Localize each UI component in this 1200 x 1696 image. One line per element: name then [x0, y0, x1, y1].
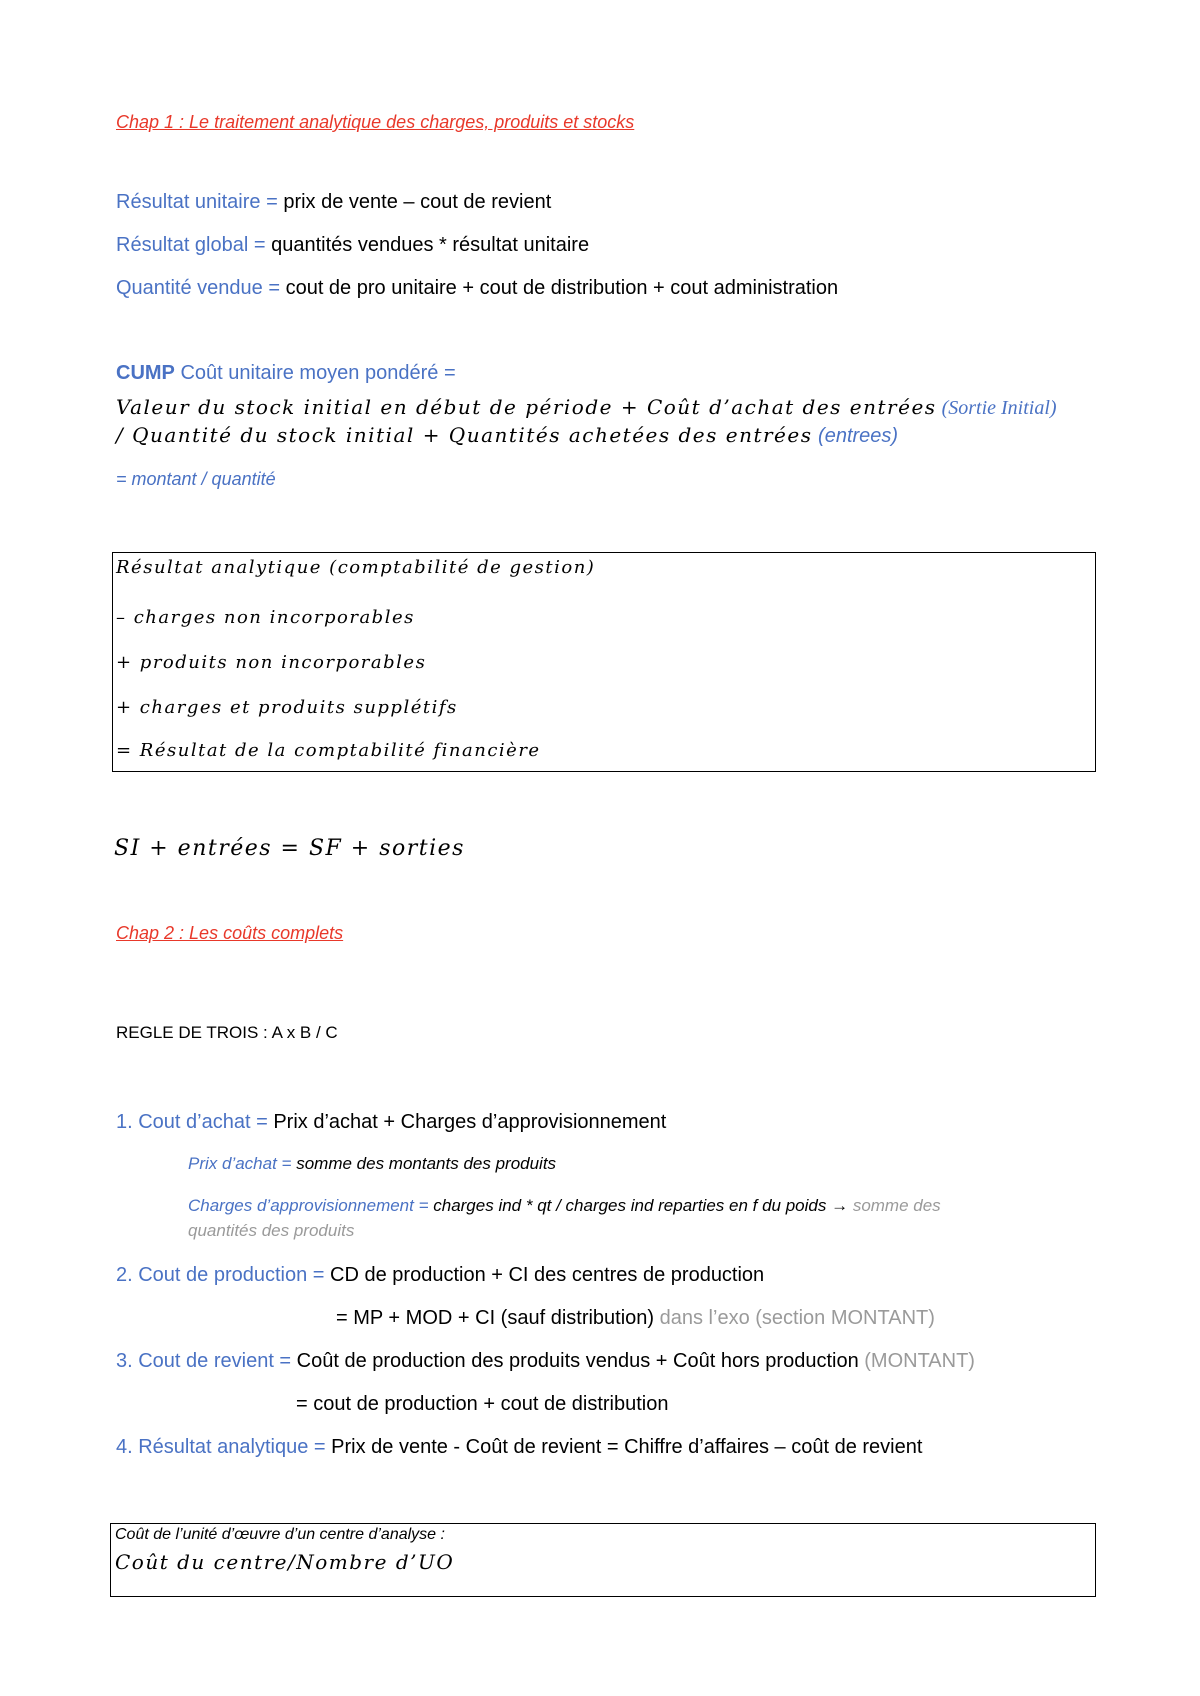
charges-approvisionnement-definition — [188, 1196, 941, 1216]
cump-numerator-note: (Sortie Initial) — [936, 397, 1057, 419]
formula-label: Résultat global = — [116, 234, 266, 256]
formula-note: (MONTANT) — [858, 1350, 975, 1372]
formula-expression: CD de production + CI des centres de production — [324, 1264, 765, 1286]
cump-numerator-expression: Valeur du stock initial en début de période + Coût d’achat des entrées — [116, 395, 937, 419]
formula-label: 4. Résultat analytique = — [116, 1436, 326, 1458]
definition-expression: somme des montants des produits — [291, 1154, 557, 1173]
formula-quantite-vendue — [116, 277, 838, 300]
cout-production-detail — [336, 1307, 935, 1330]
formula-label: 1. Cout d’achat = — [116, 1111, 268, 1133]
formula-expression: Coût de production des produits vendus + Coût hors production — [291, 1350, 859, 1372]
cout-achat-formula — [116, 1111, 666, 1134]
cout-production-formula — [116, 1264, 764, 1287]
cump-acronym: CUMP — [116, 362, 175, 384]
formula-expression: Prix de vente - Coût de revient = Chiffre d’affaires – coût de revient — [325, 1436, 923, 1458]
chapter-1-title: Chap 1 : Le traitement analytique des charges, produits et stocks — [116, 112, 635, 132]
analytic-box-line: + charges et produits supplétifs — [116, 697, 458, 718]
formula-note: dans l’exo (section MONTANT) — [654, 1307, 935, 1329]
cump-denominator-note: (entrees) — [812, 425, 899, 447]
definition-label: Charges d’approvisionnement = — [188, 1196, 429, 1215]
formula-expression: = MP + MOD + CI (sauf distribution) — [336, 1307, 655, 1329]
cump-denominator — [116, 423, 898, 448]
stock-equation: SI + entrées = SF + sorties — [114, 836, 465, 861]
analytic-box-line: = Résultat de la comptabilité financière — [116, 740, 541, 761]
cump-heading — [116, 362, 456, 385]
prix-achat-definition — [188, 1154, 556, 1174]
formula-label: 3. Cout de revient = — [116, 1350, 292, 1372]
unit-work-cost-box — [110, 1523, 1096, 1597]
formula-expression: quantités vendues * résultat unitaire — [265, 234, 590, 256]
cump-numerator — [116, 395, 1057, 420]
analytic-result-box — [112, 552, 1096, 772]
rule-of-three: REGLE DE TROIS : A x B / C — [116, 1023, 338, 1042]
formula-label: 2. Cout de production = — [116, 1264, 325, 1286]
analytic-box-line: Résultat analytique (comptabilité de gestion) — [116, 557, 596, 578]
unit-work-cost-title: Coût de l’unité d’œuvre d’un centre d’analyse : — [115, 1526, 445, 1543]
definition-expression: charges ind * qt / charges ind reparties en f du poids → — [428, 1196, 853, 1215]
formula-label: Résultat unitaire = — [116, 191, 278, 213]
formula-expression: prix de vente – cout de revient — [277, 191, 552, 213]
cout-revient-formula — [116, 1350, 975, 1373]
formula-resultat-unitaire — [116, 191, 551, 214]
analytic-box-line: + produits non incorporables — [116, 652, 427, 673]
formula-label: Quantité vendue = — [116, 277, 281, 299]
charges-approvisionnement-note-continued: quantités des produits — [188, 1221, 355, 1240]
analytic-box-line: – charges non incorporables — [116, 607, 415, 628]
cump-label: Coût unitaire moyen pondéré = — [174, 362, 456, 384]
formula-resultat-global — [116, 234, 589, 257]
unit-work-cost-formula: Coût du centre/Nombre d’UO — [115, 1550, 455, 1574]
cout-revient-detail: = cout de production + cout de distribution — [296, 1393, 669, 1415]
chapter-2-title: Chap 2 : Les coûts complets — [116, 923, 344, 943]
definition-label: Prix d’achat = — [188, 1154, 292, 1173]
definition-note: somme des — [852, 1196, 941, 1215]
formula-expression: cout de pro unitaire + cout de distribution + cout administration — [280, 277, 839, 299]
resultat-analytique-formula — [116, 1436, 922, 1459]
cump-summary: = montant / quantité — [116, 469, 276, 489]
formula-expression: Prix d’achat + Charges d’approvisionnement — [267, 1111, 667, 1133]
cump-denominator-expression: / Quantité du stock initial + Quantités achetées des entrées — [116, 423, 813, 447]
